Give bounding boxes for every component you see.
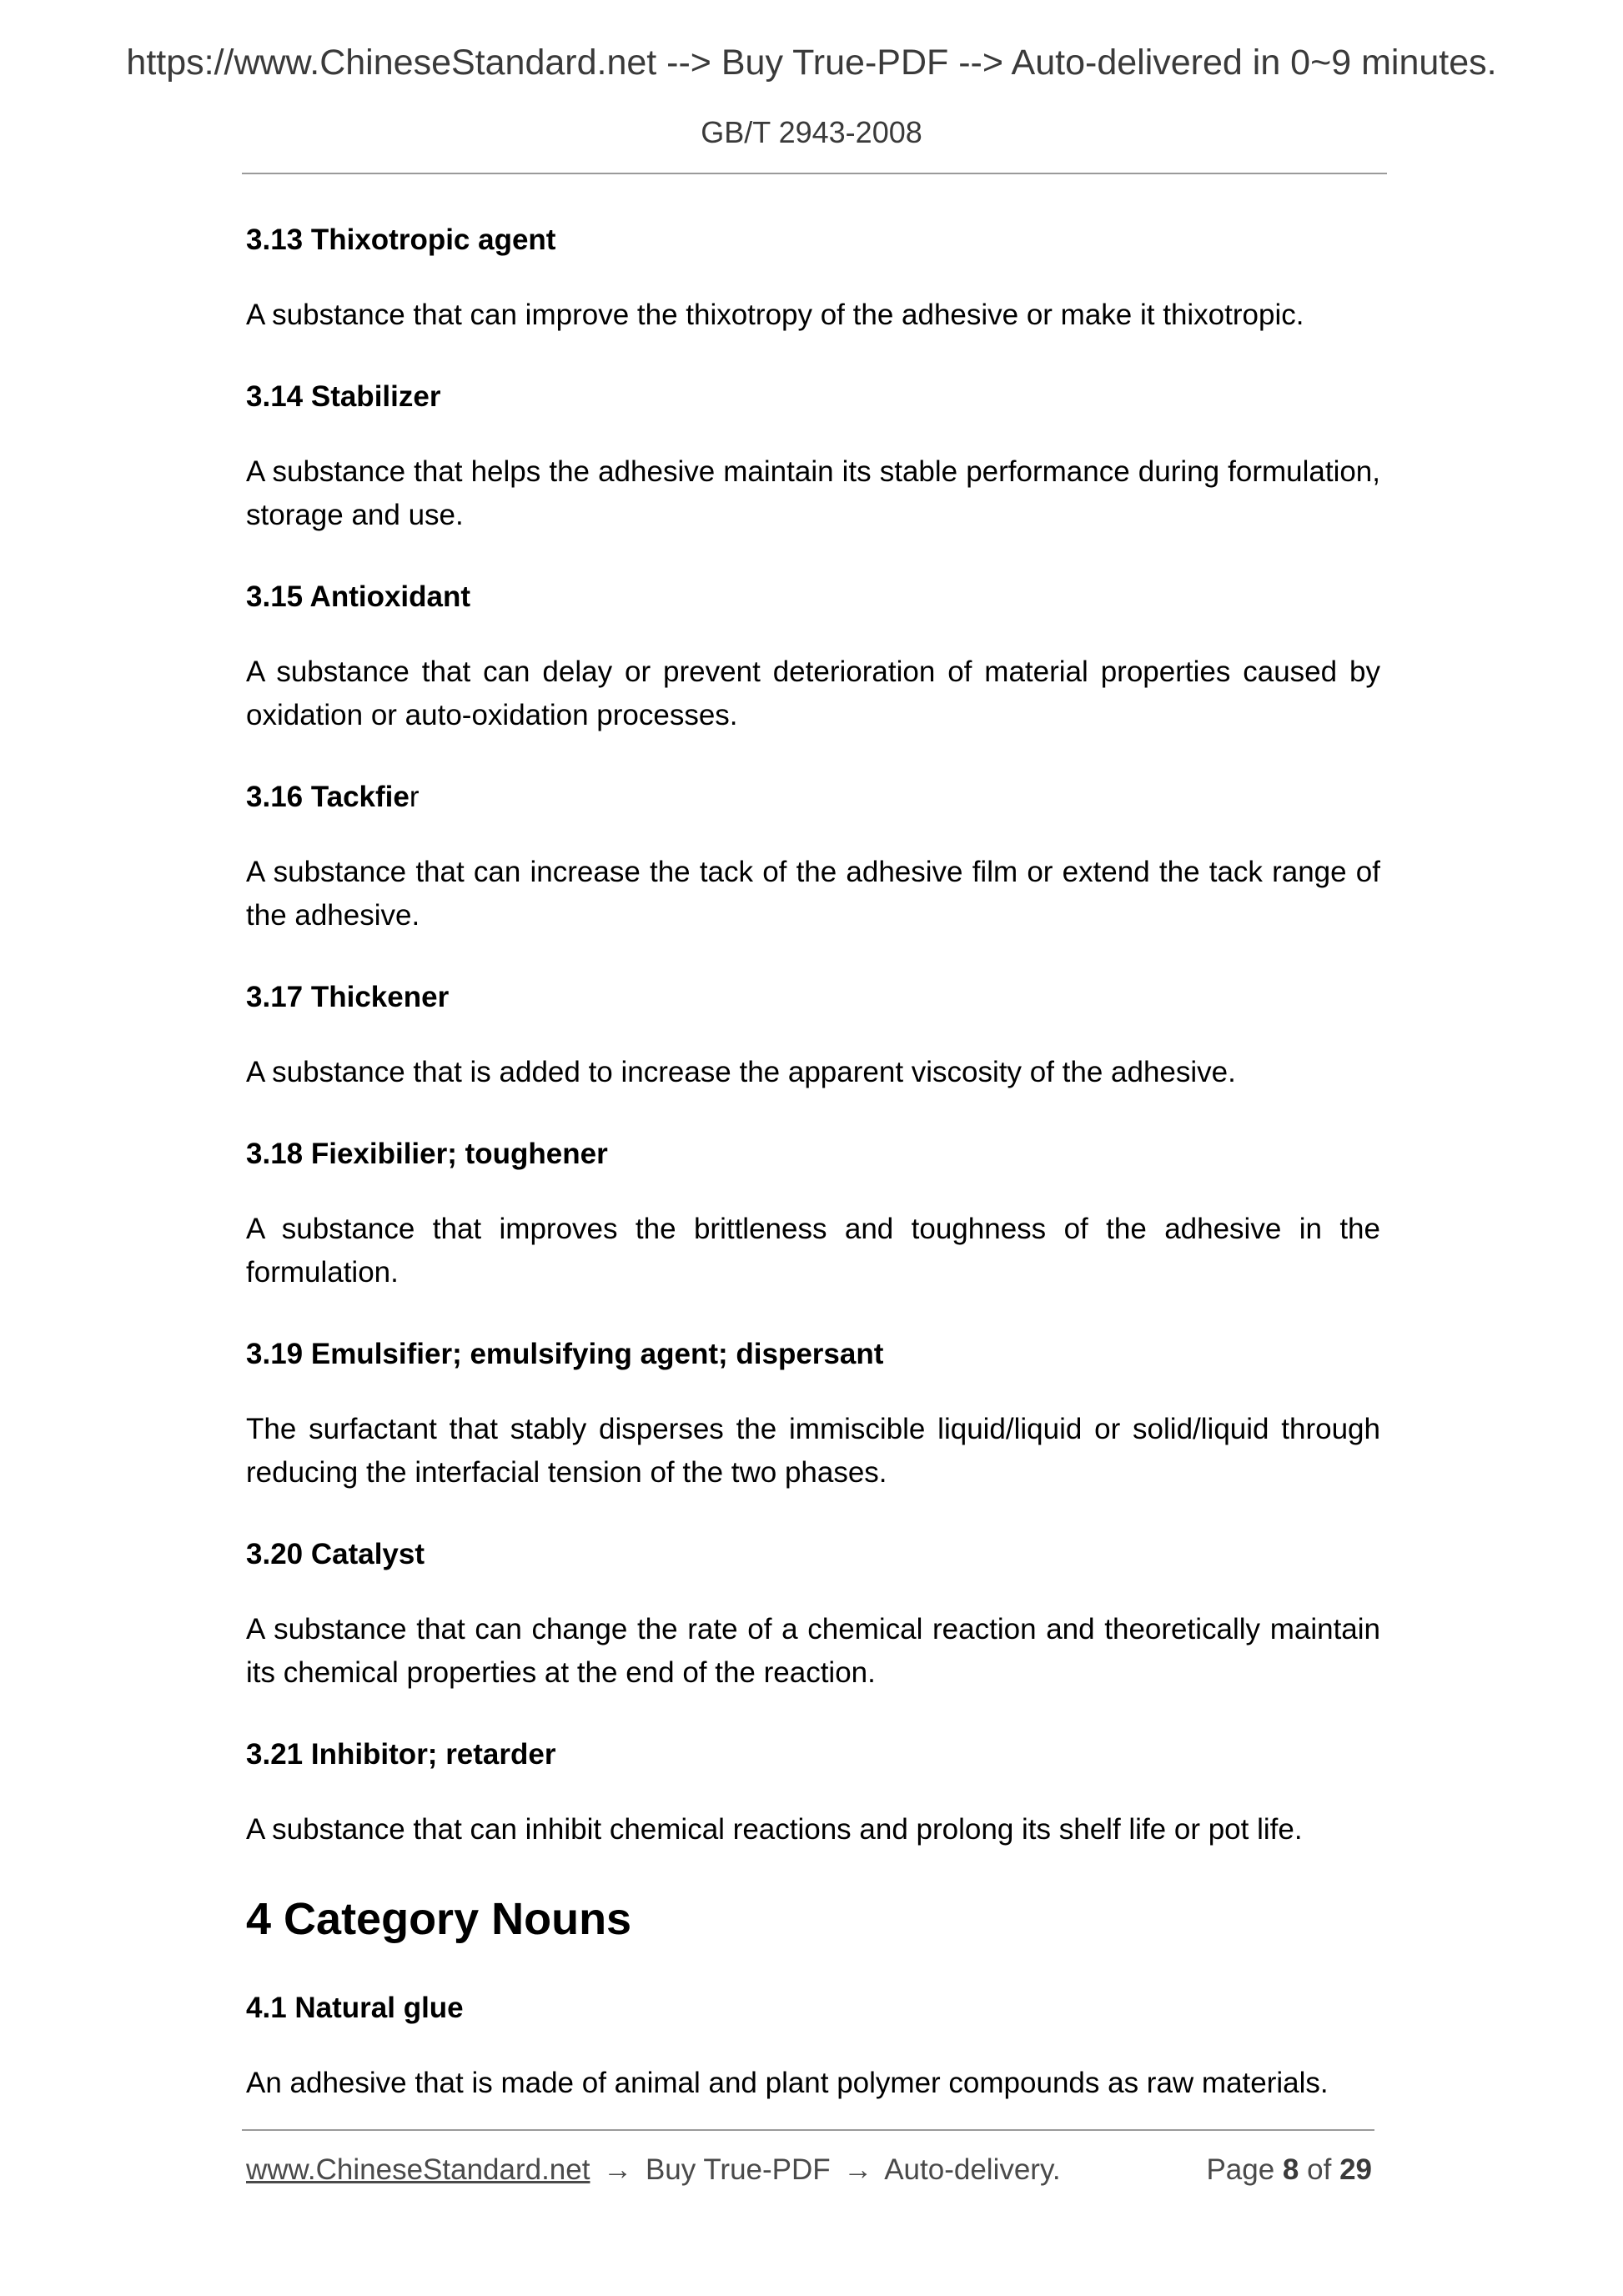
- term-title: 3.13 Thixotropic agent: [246, 224, 556, 256]
- term-title-plain-part: r: [409, 781, 420, 813]
- term-definition: A substance that can delay or prevent deterioration of material properties caused by oxidation or auto-oxidation processes.: [246, 656, 1380, 731]
- term-3-14: [246, 375, 1380, 537]
- term-definition: A substance that is added to increase the apparent viscosity of the adhesive.: [246, 1056, 1236, 1088]
- footer-delivery-text: Auto-delivery.: [884, 2153, 1061, 2186]
- term-definition: A substance that can increase the tack of the adhesive film or extend the tack range of the adhesive.: [246, 856, 1380, 932]
- page-total: 29: [1339, 2153, 1372, 2186]
- term-4-1: [246, 1987, 1380, 2105]
- term-title: [246, 776, 1380, 819]
- term-definition: A substance that can inhibit chemical reactions and prolong its shelf life or pot life.: [246, 1813, 1303, 1846]
- term-definition: A substance that helps the adhesive maintain its stable performance during formulation, storage and use.: [246, 455, 1380, 531]
- term-3-17: [246, 976, 1380, 1094]
- term-title: 3.17 Thickener: [246, 981, 450, 1013]
- term-3-19: [246, 1333, 1380, 1495]
- term-3-15: [246, 575, 1380, 737]
- footer-divider: [242, 2129, 1374, 2131]
- term-3-20: [246, 1533, 1380, 1695]
- footer-site-link[interactable]: www.ChineseStandard.net: [246, 2153, 590, 2186]
- term-title: 3.21 Inhibitor; retarder: [246, 1738, 556, 1771]
- term-definition: An adhesive that is made of animal and plant polymer compounds as raw materials.: [246, 2067, 1329, 2099]
- term-3-18: [246, 1133, 1380, 1294]
- footer-buy-text: Buy True-PDF: [645, 2153, 831, 2186]
- term-3-21: [246, 1733, 1380, 1851]
- document-body: [246, 219, 1380, 2143]
- page-indicator: [1206, 2149, 1372, 2191]
- term-definition: A substance that improves the brittleness and toughness of the adhesive in the formulation.: [246, 1213, 1380, 1289]
- term-title: 3.15 Antioxidant: [246, 580, 471, 613]
- term-3-13: [246, 219, 1380, 337]
- term-3-16: [246, 776, 1380, 937]
- header-banner: https://www.ChineseStandard.net --> Buy True-PDF --> Auto-delivered in 0~9 minutes.: [126, 43, 1497, 83]
- page-number: 8: [1282, 2153, 1299, 2186]
- term-title: 3.18 Fiexibilier; toughener: [246, 1138, 608, 1170]
- header-divider: [242, 173, 1387, 174]
- term-title: 3.20 Catalyst: [246, 1538, 425, 1570]
- term-title-bold-part: 3.16 Tackfie: [246, 781, 410, 813]
- arrow-right-icon: →: [843, 2153, 873, 2186]
- term-definition: A substance that can change the rate of a chemical reaction and theoretically maintain its chemical properties at the end of the reaction.: [246, 1613, 1380, 1689]
- page-label: Page: [1206, 2153, 1275, 2186]
- page-of-label: of: [1307, 2153, 1332, 2186]
- arrow-right-icon: →: [603, 2153, 633, 2186]
- document-code: GB/T 2943-2008: [701, 115, 922, 149]
- term-title: 3.14 Stabilizer: [246, 380, 441, 413]
- page-footer: [246, 2149, 1372, 2191]
- term-title: 3.19 Emulsifier; emulsifying agent; dispersant: [246, 1338, 884, 1370]
- term-definition: The surfactant that stably disperses the immiscible liquid/liquid or solid/liquid through reducing the interfacial tension of the two phases.: [246, 1413, 1380, 1489]
- section-heading: 4 Category Nouns: [246, 1894, 632, 1944]
- term-title: 4.1 Natural glue: [246, 1992, 464, 2024]
- term-definition: A substance that can improve the thixotropy of the adhesive or make it thixotropic.: [246, 299, 1304, 331]
